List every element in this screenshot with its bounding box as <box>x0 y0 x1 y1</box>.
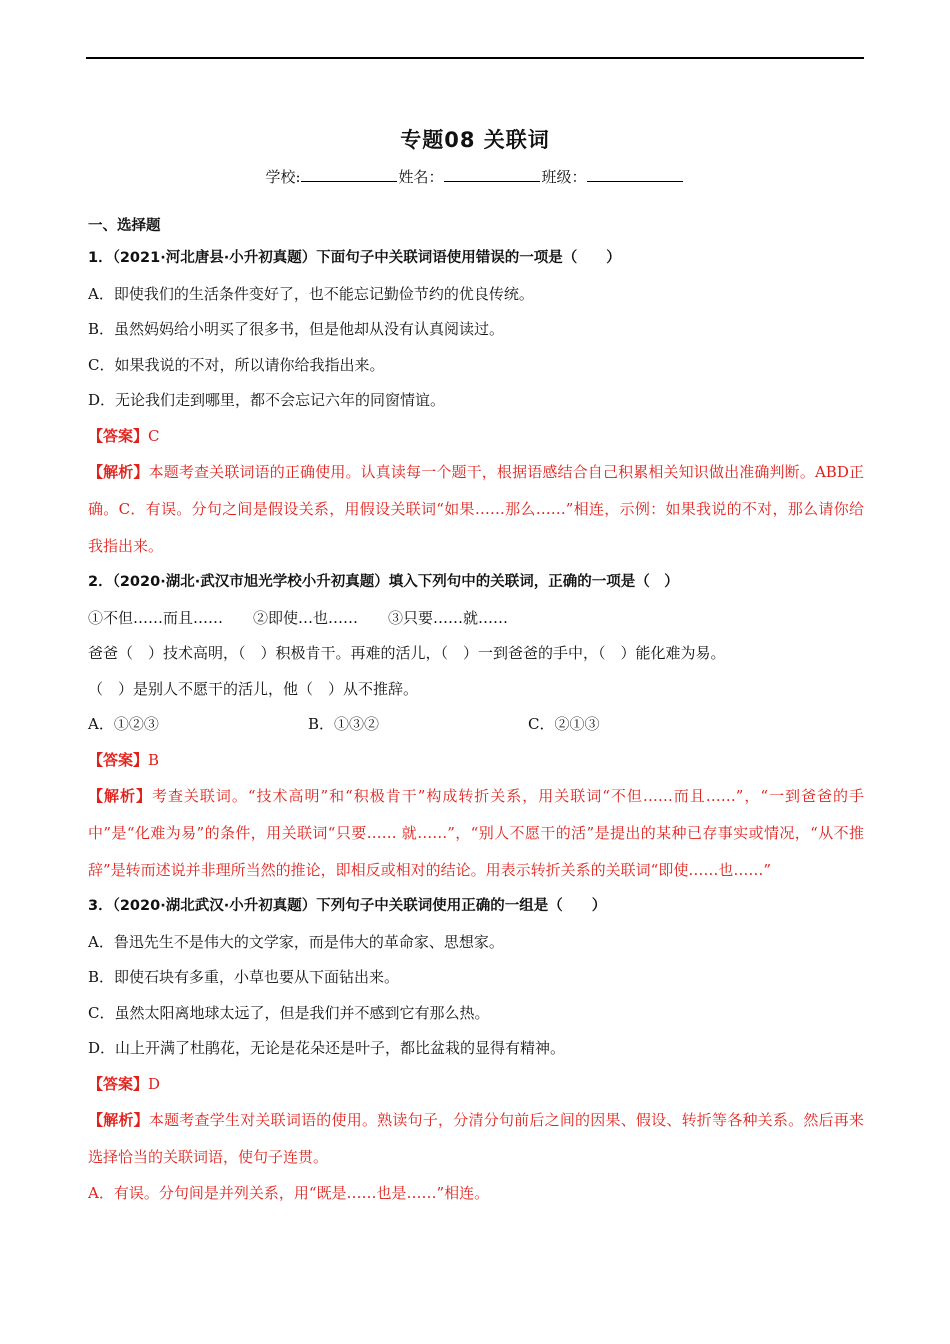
name-blank[interactable] <box>444 167 540 182</box>
question-2-stem: 2．（2020·湖北·武汉市旭光学校小升初真题）填入下列句中的关联词，正确的一项是（ ） <box>88 574 679 590</box>
q2-choices <box>88 601 864 637</box>
class-label: 班级： <box>541 168 587 186</box>
q2-option-a: A．①②③ <box>88 715 159 733</box>
q2-choice-3: ③只要……就…… <box>388 608 509 627</box>
school-blank[interactable] <box>301 167 397 182</box>
document-body <box>88 212 864 1212</box>
q1-option-c: C．如果我说的不对，所以请你给我指出来。 <box>88 355 385 374</box>
q2-answer <box>88 743 864 779</box>
q3-option-c: C．虽然太阳离地球太远了，但是我们并不感到它有那么热。 <box>88 1003 490 1022</box>
analysis-tag: 【解析】 <box>88 787 152 805</box>
header-rule <box>86 57 864 59</box>
q1-answer <box>88 419 864 455</box>
q1-analysis <box>88 454 864 565</box>
q2-sentence-1: 爸爸（ ）技术高明，（ ）积极肯干。再难的活儿，（ ）一到爸爸的手中，（ ）能化难为易。 <box>88 644 726 662</box>
answer-tag: 【答案】 <box>88 750 149 769</box>
q3-answer <box>88 1067 864 1103</box>
q2-choice-2: ②即使…也…… <box>253 608 359 627</box>
answer-value: C <box>148 426 160 445</box>
student-info-line <box>0 166 950 187</box>
analysis-text: 本题考查学生对关联词语的使用。熟读句子，分清分句前后之间的因果、假设、转折等各种关系。然后再来选择恰当的关联词语，使句子连贯。 <box>88 1111 864 1166</box>
q1-option-b: B．虽然妈妈给小明买了很多书，但是他却从没有认真阅读过。 <box>88 320 505 338</box>
analysis-text: 本题考查关联词语的正确使用。认真读每一个题干，根据语感结合自己积累相关知识做出准确判断。ABD正确。C．有误。分句之间是假设关系，用假设关联词“如果……那么……”相连，示例：如果我说的不对，那么请你给我指出来。 <box>88 463 864 555</box>
q1-option-d: D．无论我们走到哪里，都不会忘记六年的同窗情谊。 <box>88 391 446 409</box>
analysis-text: 考查关联词。“技术高明”和“积极肯干”构成转折关系，用关联词“不但……而且……”，“一到爸爸的手中”是“化难为易”的条件，用关联词“只要…… 就……”，“别人不愿干的活”是提出的某种已存事实或情况，“从不推辞”是转而述说并非理所当然的推论，即相反或相对的结论。用表示转折关系的关联词“即使……也……” <box>88 787 864 879</box>
school-label: 学校: <box>265 168 301 186</box>
answer-value: D <box>148 1074 161 1093</box>
q3-analysis <box>88 1102 864 1176</box>
analysis-tag: 【解析】 <box>88 463 149 481</box>
q2-analysis <box>88 778 864 889</box>
q3-option-b: B．即使石块有多重，小草也要从下面钻出来。 <box>88 968 400 986</box>
page-title: 专题08 关联词 <box>400 128 550 152</box>
question-3-stem: 3．（2020·湖北武汉·小升初真题）下列句子中关联词使用正确的一组是（ ） <box>88 898 607 914</box>
name-label: 姓名： <box>398 168 444 186</box>
q3-analysis-option-a: A．有误。分句间是并列关系，用“既是……也是……”相连。 <box>88 1184 490 1202</box>
q2-options <box>88 707 864 743</box>
answer-tag: 【答案】 <box>88 1074 149 1093</box>
q3-option-d: D．山上开满了杜鹃花，无论是花朵还是叶子，都比盆栽的显得有精神。 <box>88 1039 566 1057</box>
class-blank[interactable] <box>587 167 683 182</box>
answer-tag: 【答案】 <box>88 426 149 445</box>
q2-option-c: C．②①③ <box>528 715 600 733</box>
q3-option-a: A．鲁迅先生不是伟大的文学家，而是伟大的革命家、思想家。 <box>88 932 504 951</box>
q1-option-a: A．即使我们的生活条件变好了，也不能忘记勤俭节约的优良传统。 <box>88 284 534 303</box>
question-1-stem: 1．（2021·河北唐县·小升初真题）下面句子中关联词语使用错误的一项是（ ） <box>88 250 621 266</box>
q2-option-b: B．①③② <box>308 715 380 733</box>
q2-choice-1: ①不但……而且…… <box>88 608 224 627</box>
section-heading: 一、选择题 <box>88 218 161 234</box>
analysis-tag: 【解析】 <box>88 1111 149 1129</box>
answer-value: B <box>148 750 160 769</box>
q2-sentence-2: （ ）是别人不愿干的活儿，他（ ）从不推辞。 <box>88 679 419 698</box>
